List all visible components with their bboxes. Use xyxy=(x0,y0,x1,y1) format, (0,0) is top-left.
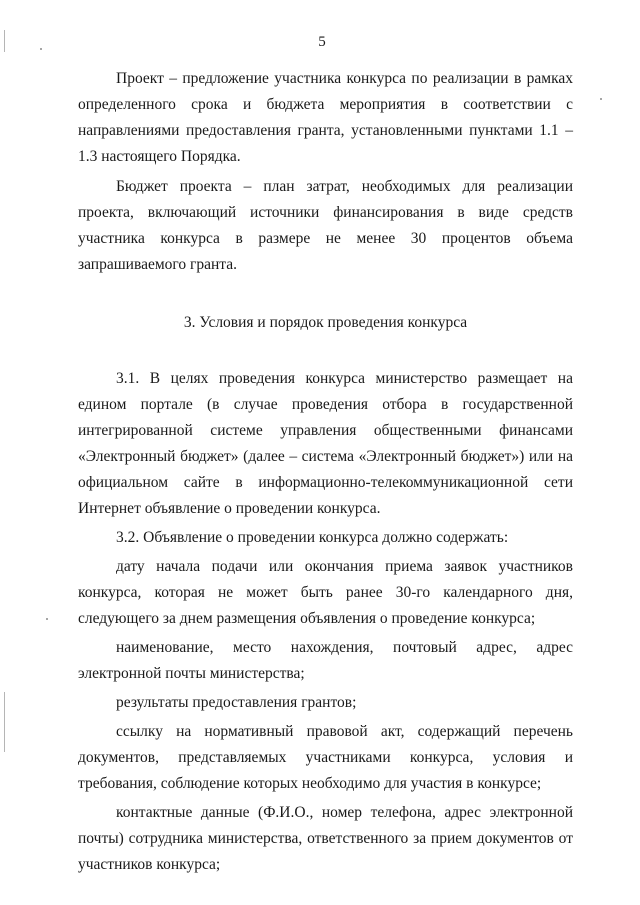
page-number: 5 xyxy=(318,34,326,50)
list-item-grant-results: результаты предоставления грантов; xyxy=(116,694,357,711)
paragraph-project-definition: Проект – предложение участника конкурса по реализации в рамках определенного срока и бюджета мероприятия в соответствии с направлениями предоставления гранта, установленными пунктами 1.1 – 1.3 настоящего Порядка. xyxy=(78,70,573,165)
list-item-application-dates: дату начала подачи или окончания приема заявок участников конкурса, которая не может быть ранее 30-го календарного дня, следующего за днем размещения объявления о проведение конкурса; xyxy=(78,558,573,627)
list-item-ministry-address: наименование, место нахождения, почтовый адрес, адрес электронной почты министерства; xyxy=(78,639,573,682)
clause-3-1: 3.1. В целях проведения конкурса министерство размещает на едином портале (в случае проведения отбора в государственной интегрированной системе управления общественными финансами «Электронный бюджет» (далее – система «Электронный бюджет») или на официальном сайте в информационно-телекоммуникационной сети Интернет объявление о проведении конкурса. xyxy=(78,370,573,517)
document-body xyxy=(78,66,573,878)
section-heading: 3. Условия и порядок проведения конкурса xyxy=(183,314,468,331)
clause-3-2: 3.2. Объявление о проведении конкурса должно содержать: xyxy=(116,529,509,546)
scan-speck xyxy=(600,98,602,100)
scan-speck xyxy=(46,618,48,620)
scan-edge-line xyxy=(4,692,5,752)
list-item-legal-act-link: ссылку на нормативный правовой акт, содержащий перечень документов, представляемых участниками конкурса, условия и требования, соблюдение которых необходимо для участия в конкурсе; xyxy=(78,723,573,792)
paragraph-budget-definition: Бюджет проекта – план затрат, необходимых для реализации проекта, включающий источники финансирования в виде средств участника конкурса в размере не менее 30 процентов объема запрашиваемого гранта. xyxy=(78,178,573,273)
list-item-contact-details: контактные данные (Ф.И.О., номер телефона, адрес электронной почты) сотрудника министерства, ответственного за прием документов от участников конкурса; xyxy=(78,804,573,873)
